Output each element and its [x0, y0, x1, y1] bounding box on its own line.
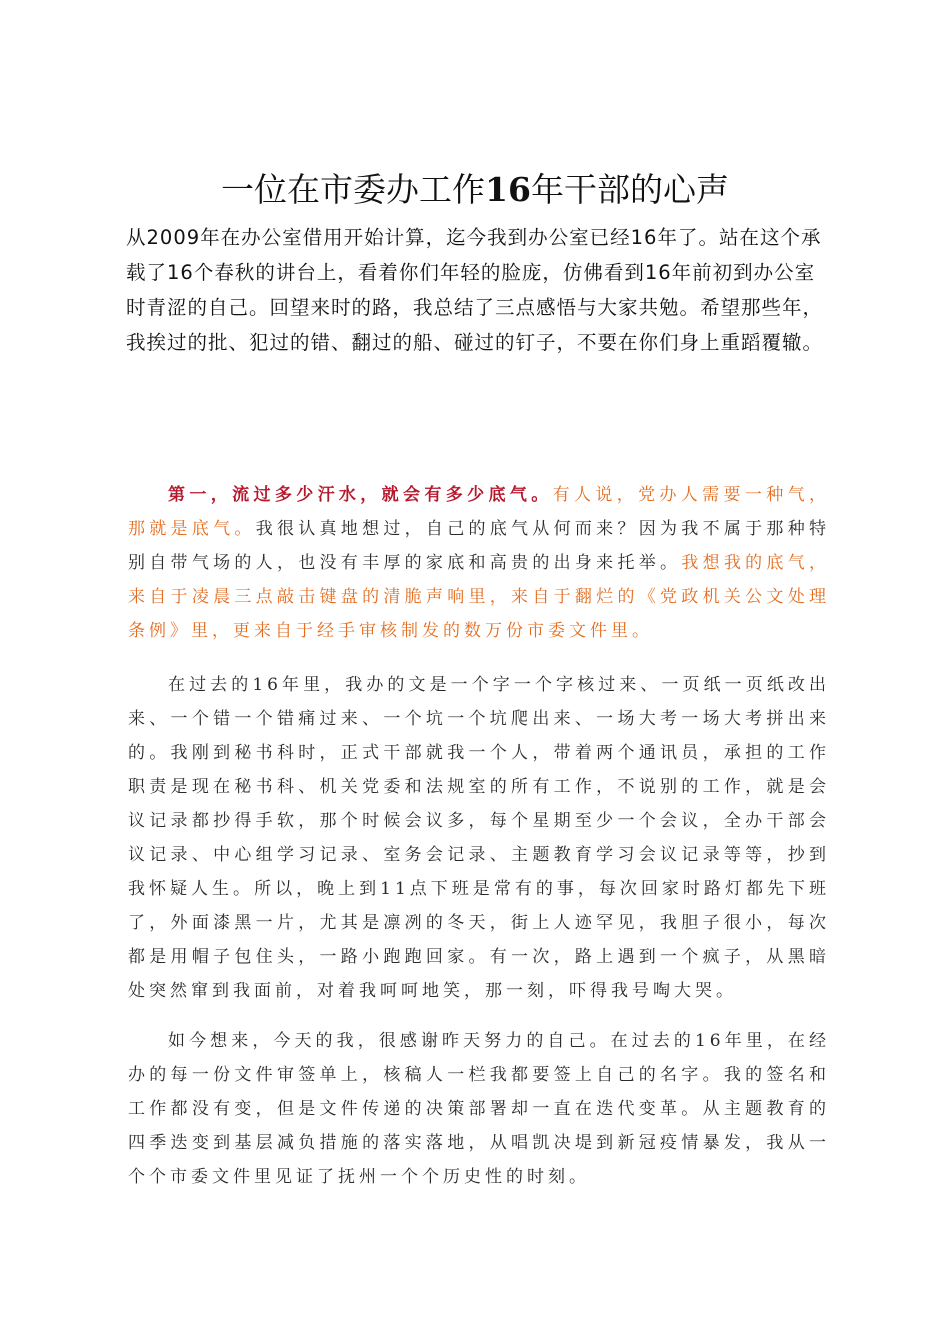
section-heading-1: 第一，流过多少汗水，就会有多少底气。 [168, 485, 553, 505]
paragraph-1 [128, 478, 830, 648]
paragraph-1-body: 我很认真地想过，自己的底气从何而来？因为我不属于那种特别自带气场的人，也没有丰厚的家底和高贵的出身来托举。 [128, 519, 830, 573]
title-text-pre: 一位在市委办工作 [221, 170, 486, 209]
quote-text: 有人说，党办人需要一种气，那就是底气。 [128, 485, 831, 539]
highlight-text: 我想我的底气，来自于凌晨三点敲击键盘的清脆声响里，来自于翻烂的《党政机关公文处理条例》里，更来自于经手审核制发的数万份市委文件里。 [128, 553, 830, 641]
title-text-post: 年干部的心声 [530, 170, 729, 209]
paragraph-3: 如今想来，今天的我，很感谢昨天努力的自己。在过去的16年里，在经办的每一份文件审签单上，核稿人一栏我都要签上自己的名字。我的签名和工作都没有变，但是文件传递的决策部署却一直在迭代变革。从主题教育的四季迭变到基层减负措施的落实落地，从唱凯决堤到新冠疫情暴发，我从一个个市委文件里见证了抚州一个个历史性的时刻。 [128, 1031, 830, 1187]
intro-paragraph: 从2009年在办公室借用开始计算，迄今我到办公室已经16年了。站在这个承载了16个春秋的讲台上，看着你们年轻的脸庞，仿佛看到16年前初到办公室时青涩的自己。回望来时的路，我总结了三点感悟与大家共勉。希望那些年，我挨过的批、犯过的错、翻过的船、碰过的钉子，不要在你们身上重蹈覆辙。 [126, 226, 824, 354]
paragraph-2: 在过去的16年里，我办的文是一个字一个字核过来、一页纸一页纸改出来、一个错一个错痛过来、一个坑一个坑爬出来、一场大考一场大考拼出来的。我刚到秘书科时，正式干部就我一个人，带着两个通讯员，承担的工作职责是现在秘书科、机关党委和法规室的所有工作，不说别的工作，就是会议记录都抄得手软，那个时候会议多，每个星期至少一个会议，全办干部会议记录、中心组学习记录、室务会记录、主题教育学习会议记录等等，抄到我怀疑人生。所以，晚上到11点下班是常有的事，每次回家时路灯都先下班了，外面漆黑一片，尤其是凛冽的冬天，街上人迹罕见，我胆子很小，每次都是用帽子包住头，一路小跑跑回家。有一次，路上遇到一个疯子，从黑暗处突然窜到我面前，对着我呵呵地笑，那一刻，吓得我号啕大哭。 [128, 675, 830, 1001]
title-number: 16 [485, 170, 531, 209]
document-title [0, 168, 950, 212]
